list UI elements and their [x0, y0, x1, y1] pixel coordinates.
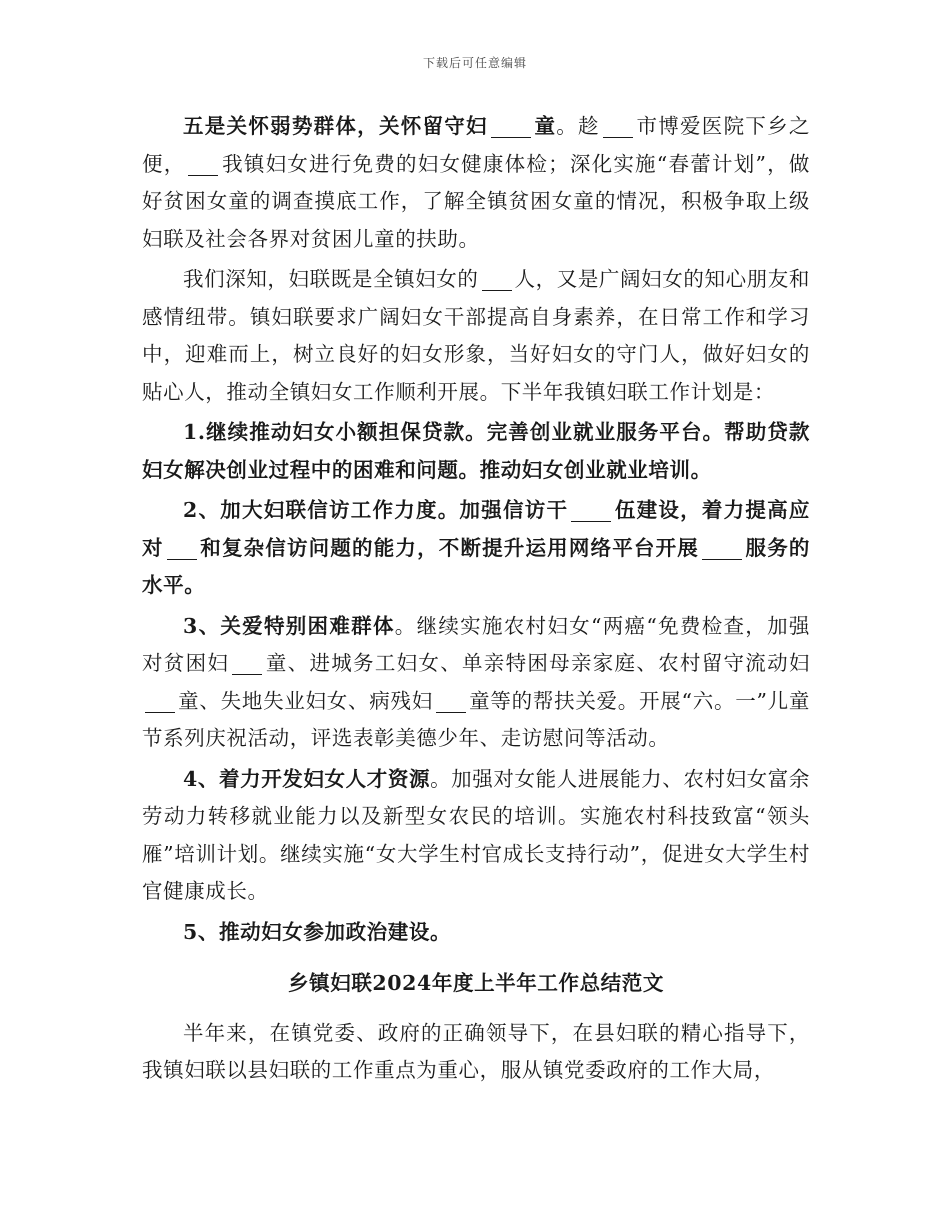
paragraph-text: 。加强对女能人进展能力、农村妇女富余劳动力转移就业能力以及新型女农民的培训。实施农村科技致富“领头雁”培训计划。继续实施“女大学生村官成长支持行动”，促进女大学生村官健康成长。	[142, 766, 810, 903]
paragraph-text: 童、失地失业妇女、病残妇	[178, 688, 433, 713]
paragraph-summary-intro: 半年来，在镇党委、政府的正确领导下，在县妇联的精心指导下，我镇妇联以县妇联的工作重点为重心，服从镇党委政府的工作大局，	[142, 1020, 810, 1082]
paragraph-text: 我镇妇女进行免费的妇女健康体检；深化实施“春蕾计划”，做好贫困女童的调查摸底工作，了解全镇贫困女童的情况，积极争取上级妇联及社会各界对贫困儿童的扶助。	[142, 151, 810, 251]
paragraph-text: 人，又是广阔妇女的知心朋友和感情纽带。镇妇联要求广阔妇女干部提高自身素养，在日常工作和学习中，迎难而上，树立良好的妇女形象，当好妇女的守门人，做好妇女的贴心人，推动全镇妇女工作顺利开展。下半年我镇妇联工作计划是：	[142, 267, 810, 404]
paragraph-vulnerable-groups	[142, 108, 810, 258]
document-body	[142, 108, 810, 1093]
paragraph-text: 市博爱医院下乡之便，	[142, 114, 810, 176]
page-header: 下载后可任意编辑	[422, 56, 527, 70]
plan-item-1: 1.继续推动妇女小额担保贷款。完善创业就业服务平台。帮助贷款妇女解决创业过程中的困难和问题。推动妇女创业就业培训。	[142, 420, 810, 482]
blank-underline	[145, 690, 175, 713]
blank-underline	[167, 537, 197, 560]
blank-underline	[571, 499, 611, 522]
blank-underline	[603, 115, 633, 138]
paragraph-lead-end: 童	[533, 114, 557, 138]
paragraph-lead: 3、关爱特别困难群体	[183, 613, 395, 638]
paragraph-text: 。继续实施农村妇女“两癌“免费检查，加强对贫困妇	[142, 613, 811, 675]
paragraph-text: 童等的帮扶关爱。开展“六。一”儿童节系列庆祝活动，评选表彰美德少年、走访慰问等活动。	[142, 688, 810, 750]
paragraph-text: 服务的水平。	[142, 535, 810, 597]
blank-underline	[702, 537, 742, 560]
blank-underline	[436, 690, 466, 713]
plan-item-2	[142, 492, 810, 605]
paragraph-lead: 4、着力开发妇女人才资源	[183, 766, 431, 791]
paragraph-text: 和复杂信访问题的能力，不断提升运用网络平台开展	[199, 535, 699, 560]
paragraph-text: 。趁	[556, 114, 600, 138]
plan-item-4	[142, 761, 810, 911]
section-title: 乡镇妇联2024年度上半年工作总结范文	[288, 971, 664, 995]
blank-underline	[491, 115, 531, 138]
paragraph-text: 伍建设，着力提高应对	[142, 498, 810, 560]
blank-underline	[188, 153, 218, 176]
paragraph-text: 童、进城务工妇女、单亲特困母亲家庭、农村留守流动妇	[265, 651, 810, 675]
blank-underline	[482, 268, 512, 291]
paragraph-lead: 五是关怀弱势群体，关怀留守妇	[183, 114, 488, 138]
paragraph-mission	[142, 261, 810, 411]
blank-underline	[232, 652, 262, 675]
plan-item-5: 5、推动妇女参加政治建设。	[183, 919, 452, 944]
paragraph-text: 我们深知，妇联既是全镇妇女的	[183, 267, 479, 291]
plan-item-3	[142, 608, 810, 758]
paragraph-text: 2、加大妇联信访工作力度。加强信访干	[183, 498, 569, 522]
